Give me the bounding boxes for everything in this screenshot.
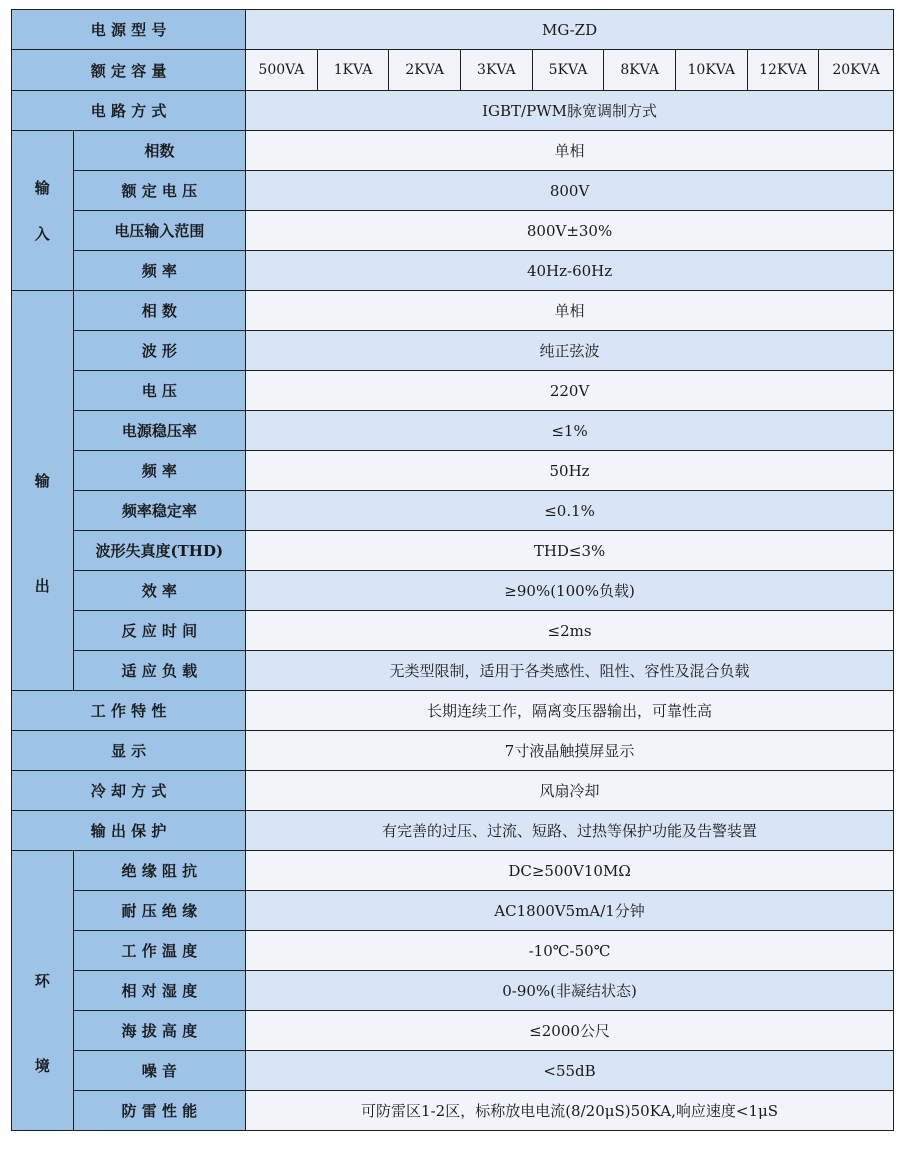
input-value: 800V bbox=[246, 171, 894, 211]
output-value: 220V bbox=[246, 371, 894, 411]
general-row bbox=[12, 811, 894, 851]
capacity-value: 8KVA bbox=[604, 50, 676, 91]
env-label: 耐 压 绝 缘 bbox=[73, 891, 246, 931]
input-row bbox=[12, 171, 894, 211]
env-value: AC1800V5mA/1分钟 bbox=[246, 891, 894, 931]
input-value: 单相 bbox=[246, 131, 894, 171]
general-value: 长期连续工作，隔离变压器输出，可靠性高 bbox=[246, 691, 894, 731]
output-value: ≥90%(100%负载) bbox=[246, 571, 894, 611]
capacity-value: 5KVA bbox=[532, 50, 604, 91]
output-row bbox=[12, 571, 894, 611]
output-row bbox=[12, 611, 894, 651]
input-row bbox=[12, 211, 894, 251]
output-row bbox=[12, 291, 894, 331]
general-label: 输 出 保 护 bbox=[12, 811, 246, 851]
env-value: <55dB bbox=[246, 1051, 894, 1091]
env-row bbox=[12, 891, 894, 931]
output-row bbox=[12, 451, 894, 491]
env-label: 防 雷 性 能 bbox=[73, 1091, 246, 1131]
output-value: ≤1% bbox=[246, 411, 894, 451]
capacity-value: 10KVA bbox=[675, 50, 747, 91]
env-label: 绝 缘 阻 抗 bbox=[73, 851, 246, 891]
capacity-value: 3KVA bbox=[461, 50, 533, 91]
env-row bbox=[12, 1051, 894, 1091]
env-label: 工 作 温 度 bbox=[73, 931, 246, 971]
output-label: 波形失真度(THD) bbox=[73, 531, 246, 571]
row-capacity bbox=[12, 50, 894, 91]
output-label: 适 应 负 载 bbox=[73, 651, 246, 691]
general-label: 工 作 特 性 bbox=[12, 691, 246, 731]
output-label: 频率稳定率 bbox=[73, 491, 246, 531]
env-label: 相 对 湿 度 bbox=[73, 971, 246, 1011]
env-value: DC≥500V10MΩ bbox=[246, 851, 894, 891]
capacity-value: 2KVA bbox=[389, 50, 461, 91]
env-row bbox=[12, 1091, 894, 1131]
capacity-value: 500VA bbox=[246, 50, 318, 91]
output-label: 频 率 bbox=[73, 451, 246, 491]
env-value: -10℃-50℃ bbox=[246, 931, 894, 971]
output-group-label: 输 出 bbox=[12, 291, 74, 691]
capacity-value: 20KVA bbox=[819, 50, 894, 91]
env-value: 0-90%(非凝结状态) bbox=[246, 971, 894, 1011]
input-value: 40Hz-60Hz bbox=[246, 251, 894, 291]
general-value: 风扇冷却 bbox=[246, 771, 894, 811]
output-label: 反 应 时 间 bbox=[73, 611, 246, 651]
output-value: 纯正弦波 bbox=[246, 331, 894, 371]
circuit-label: 电 路 方 式 bbox=[12, 91, 246, 131]
env-value: ≤2000公尺 bbox=[246, 1011, 894, 1051]
output-label: 相 数 bbox=[73, 291, 246, 331]
env-row bbox=[12, 1011, 894, 1051]
spec-table bbox=[11, 9, 894, 1131]
input-group-label: 输 入 bbox=[12, 131, 74, 291]
env-group-label: 环 境 bbox=[12, 851, 74, 1131]
output-label: 电 压 bbox=[73, 371, 246, 411]
output-row bbox=[12, 531, 894, 571]
row-circuit bbox=[12, 91, 894, 131]
row-model bbox=[12, 10, 894, 50]
output-value: ≤2ms bbox=[246, 611, 894, 651]
output-value: 50Hz bbox=[246, 451, 894, 491]
output-row bbox=[12, 331, 894, 371]
general-row bbox=[12, 771, 894, 811]
input-label: 频 率 bbox=[73, 251, 246, 291]
output-label: 效 率 bbox=[73, 571, 246, 611]
model-label: 电 源 型 号 bbox=[12, 10, 246, 50]
output-row bbox=[12, 651, 894, 691]
capacity-label: 额 定 容 量 bbox=[12, 50, 246, 91]
general-row bbox=[12, 731, 894, 771]
model-value: MG-ZD bbox=[246, 10, 894, 50]
env-row bbox=[12, 971, 894, 1011]
input-label: 电压输入范围 bbox=[73, 211, 246, 251]
general-row bbox=[12, 691, 894, 731]
input-label: 额 定 电 压 bbox=[73, 171, 246, 211]
general-label: 冷 却 方 式 bbox=[12, 771, 246, 811]
output-value: 无类型限制，适用于各类感性、阻性、容性及混合负载 bbox=[246, 651, 894, 691]
general-value: 有完善的过压、过流、短路、过热等保护功能及告警装置 bbox=[246, 811, 894, 851]
input-value: 800V±30% bbox=[246, 211, 894, 251]
circuit-value: IGBT/PWM脉宽调制方式 bbox=[246, 91, 894, 131]
env-label: 海 拔 高 度 bbox=[73, 1011, 246, 1051]
env-label: 噪 音 bbox=[73, 1051, 246, 1091]
output-value: 单相 bbox=[246, 291, 894, 331]
env-row bbox=[12, 851, 894, 891]
input-row bbox=[12, 131, 894, 171]
output-label: 波 形 bbox=[73, 331, 246, 371]
general-value: 7寸液晶触摸屏显示 bbox=[246, 731, 894, 771]
env-value: 可防雷区1-2区，标称放电电流(8/20μS)50KA,响应速度<1μS bbox=[246, 1091, 894, 1131]
input-row bbox=[12, 251, 894, 291]
env-row bbox=[12, 931, 894, 971]
general-label: 显 示 bbox=[12, 731, 246, 771]
capacity-value: 1KVA bbox=[317, 50, 389, 91]
output-row bbox=[12, 411, 894, 451]
input-label: 相数 bbox=[73, 131, 246, 171]
output-row bbox=[12, 371, 894, 411]
output-value: THD≤3% bbox=[246, 531, 894, 571]
output-label: 电源稳压率 bbox=[73, 411, 246, 451]
capacity-value: 12KVA bbox=[747, 50, 819, 91]
output-value: ≤0.1% bbox=[246, 491, 894, 531]
output-row bbox=[12, 491, 894, 531]
